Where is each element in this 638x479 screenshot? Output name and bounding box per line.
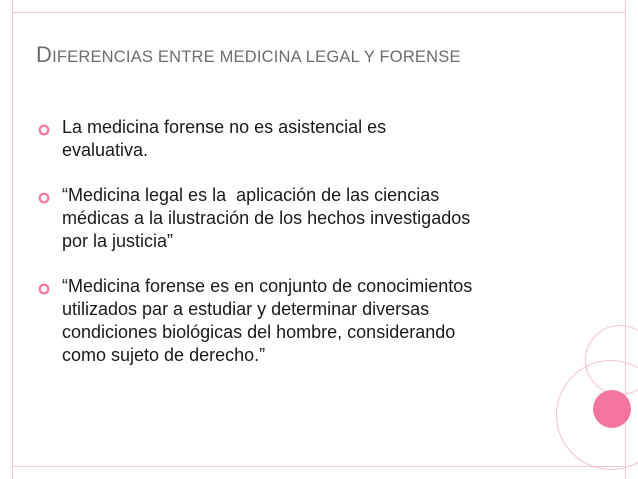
bullet-text-2: “Medicina legal es la aplicación de las ciencias médicas a la ilustración de los hechos investigados por la justicia” [62,185,471,251]
bullet-list [36,116,556,389]
circle-ring-icon [38,192,50,204]
title-first-letter: D [36,42,53,67]
bullet-text-1: La medicina forense no es asistencial es evaluativa. [62,117,387,160]
circle-ring-icon [38,124,50,136]
title-rest: IFERENCIAS ENTRE MEDICINA LEGAL Y FORENSE [52,48,461,66]
frame-top-line [12,12,626,13]
bullet-item-3 [36,275,556,367]
slide-title [36,38,556,74]
bullet-item-2 [36,184,556,253]
frame-left-line [12,0,13,479]
circle-ring-icon [38,283,50,295]
decorative-pink-circle [593,390,631,428]
bullet-text-3: “Medicina forense es en conjunto de conocimientos utilizados par a estudiar y determinar diversas condiciones biológicas del hombre, considerando como sujeto de derecho.” [62,276,473,365]
bullet-item-1 [36,116,556,162]
frame-bottom-line [12,466,626,467]
